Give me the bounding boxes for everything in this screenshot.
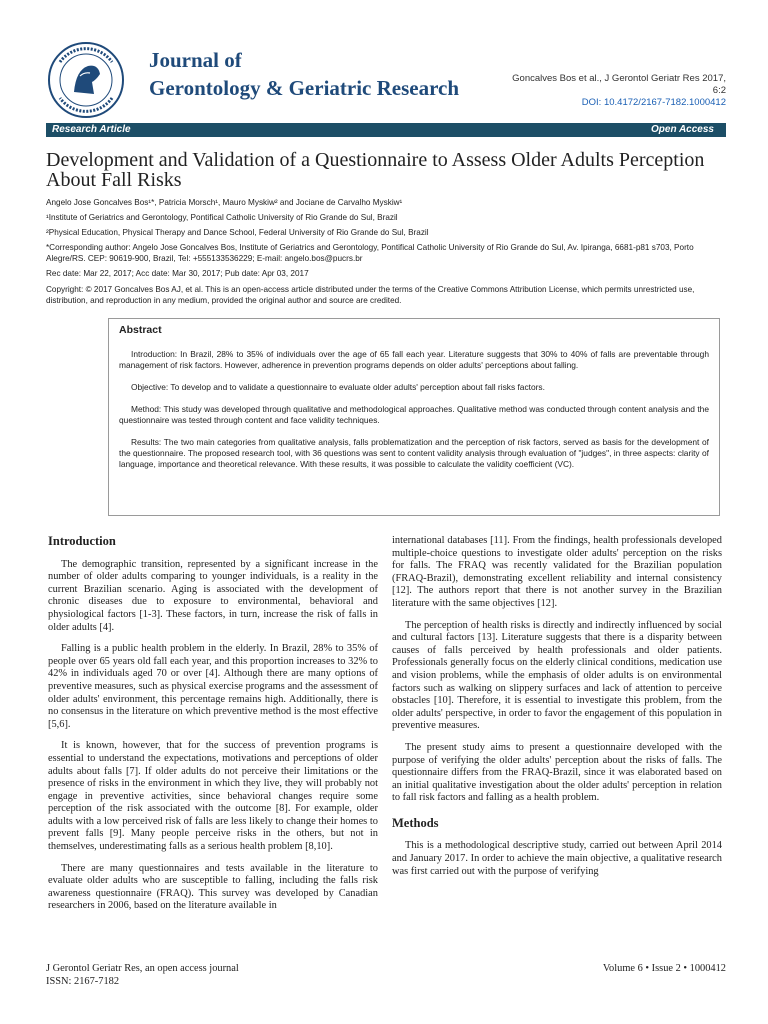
journal-title-line1: Journal of xyxy=(149,48,242,72)
methods-heading: Methods xyxy=(392,815,439,830)
journal-title-line2: Gerontology & Geriatric Research xyxy=(149,76,460,100)
doi-link[interactable]: DOI: 10.4172/2167-7182.1000412 xyxy=(581,97,726,108)
journal-title xyxy=(149,46,459,102)
journal-logo xyxy=(46,40,134,120)
article-title: Development and Validation of a Questionnaire to Assess Older Adults Perception About Fall Risks xyxy=(46,149,705,191)
article-type-label: Research Article xyxy=(52,124,131,135)
abstract-introduction: Introduction: In Brazil, 28% to 35% of individuals over the age of 65 fall each year. Literature suggests that 30% to 40% of falls are preventable through management of risk factors. However, adherence in prevention programs depends on older adults' perceptions about falling. xyxy=(119,349,709,370)
right-paragraph-2: The perception of health risks is directly and indirectly influenced by social and cultural factors [13]. Literature suggests that there is a disparity between causes of falls perceived by health professionals and older patients. Professionals generally focus on the elderly clinical conditions, medication use and vision problems, while the emphasis of older adults is on environmental factors such as walking on slippery surfaces and lack of attention to perceive obstacles [10]. Therefore, it is essential to investigate this problem, from the older adults' perspective, in order to favor the engagement of this population in preventive measures. xyxy=(392,619,722,732)
corresponding-author: *Corresponding author: Angelo Jose Goncalves Bos, Institute of Geriatrics and Gerontology, Pontifical Catholic University of Rio Grande do Sul, Av. Ipiranga, 6681-p81 s703, Porto Alegre/RS. CEP: 90619-900, Brazil, Tel: +555133536229; E-mail: angelo.bos@pucrs.br xyxy=(46,243,694,263)
intro-paragraph-1: The demographic transition, represented by a significant increase in the number of older adults comparing to younger individuals, is a reality in the current Brazilian scenario. Aging is associated with the development of chronic diseases due to exposure to environmental, behavioral and physiological factors [1-3]. These factors, in turn, increase the risk of falls in older adults [4]. xyxy=(48,558,378,633)
citation-line1: Goncalves Bos et al., J Gerontol Geriatr Res 2017, xyxy=(512,73,726,84)
page-header xyxy=(46,40,726,120)
methods-paragraph-1: This is a methodological descriptive study, carried out between April 2014 and January 2017. In order to achieve the main objective, a qualitative research was first carried out with the purpose of verifying xyxy=(392,840,722,877)
citation-line2: 6:2 xyxy=(712,85,726,96)
footer-left xyxy=(46,962,239,988)
abstract-heading: Abstract xyxy=(119,324,162,336)
copyright-notice: Copyright: © 2017 Goncalves Bos AJ, et al. This is an open-access article distributed under the terms of the Creative Commons Attribution License, which permits unrestricted use, distribution, and reproduction in any medium, provided the original author and source are credited. xyxy=(46,285,695,305)
body-column-right xyxy=(392,535,722,887)
abstract-method: Method: This study was developed through qualitative and methodological approaches. Qualitative method was conducted through content analysis and the questionnaire was tested through content and face validity techniques. xyxy=(119,404,709,425)
intro-paragraph-2: Falling is a public health problem in the elderly. In Brazil, 28% to 35% of people over 65 years old fall each year, and this proportion increases to 32% to 42% in individuals aged 70 or over [4]. Although there are many options of preventive measures, such as physical exercise programs and the assessment of older adults' environment, this percentage remains high. Additionally, there is no consensus in the literature on which preventive method is the most effective [5,6]. xyxy=(48,643,378,730)
citation-block xyxy=(512,73,726,109)
footer-volume: Volume 6 • Issue 2 • 1000412 xyxy=(602,963,726,974)
affiliation-2: ²Physical Education, Physical Therapy and Dance School, Federal University of Rio Grande do Sul, Brazil xyxy=(46,228,429,237)
affiliation-1: ¹Institute of Geriatrics and Gerontology, Pontifical Catholic University of Rio Grande do Sul, Brazil xyxy=(46,213,398,222)
footer-journal: J Gerontol Geriatr Res, an open access journal xyxy=(46,963,239,974)
right-paragraph-1: international databases [11]. From the findings, health professionals developed multiple-choice questions to investigate older adults' perception on the risks for falls. The FRAQ was recently validated for the Brazilian population (FRAQ-Brazil), demonstrating excellent reliability and internal consistency [12]. The authors report that there is not another survey in the Brazilian literature with the same objectives [12]. xyxy=(392,535,722,609)
intro-paragraph-3: It is known, however, that for the success of prevention programs is essential to understand the expectations, motivations and perceptions of older adults about falls [7]. If older adults do not perceive their limitations or the presence of risks in the environment in which they live, they will probably not engage in preventive activities, since behavioral changes require some perception of the risk associated with the outcome [8]. For example, older adults with a low perceived risk of falls are less likely to change their homes to prevent falls [9]. Many people perceive risks in the others, but not in themselves, underestimating falls as a serious health problem [8,10]. xyxy=(48,740,378,853)
author-list: Angelo Jose Goncalves Bos¹*, Patricia Morsch¹, Mauro Myskiw² and Jociane de Carvalho Myskiw¹ xyxy=(46,198,403,207)
body-column-left xyxy=(48,535,378,922)
right-paragraph-3: The present study aims to present a questionnaire developed with the purpose of verifying the older adults' perception about the risks of falls. The questionnaire differs from the FRAQ-Brazil, since it was elaborated based on an initial qualitative investigation about the older adults' perception in relation to fall risk factors and falling as a health problem. xyxy=(392,741,722,804)
article-dates: Rec date: Mar 22, 2017; Acc date: Mar 30, 2017; Pub date: Apr 03, 2017 xyxy=(46,269,309,278)
abstract-results: Results: The two main categories from qualitative analysis, falls problematization and the perception of risk factors, served as basis for the development of the questionnaire. The proposed research tool, with 36 questions was sent to content validity analysis through evaluation of "judges", in three aspects: clarity of language, importance and theoretical relevance. With these results, it was possible to calculate the validity coefficient (VC). xyxy=(119,437,709,469)
open-access-label: Open Access xyxy=(651,124,714,135)
introduction-heading: Introduction xyxy=(48,534,116,548)
article-type-bar xyxy=(46,123,726,137)
intro-paragraph-4: There are many questionnaires and tests available in the literature to evaluate older adults who are susceptible to falling, including the falls risk awareness questionnaire (FRAQ). This survey was developed by Canadian researchers in 2006, based on the literature available in xyxy=(48,862,378,912)
abstract-objective: Objective: To develop and to validate a questionnaire to evaluate older adults' perception about fall risks factors. xyxy=(131,382,545,392)
footer-issn: ISSN: 2167-7182 xyxy=(46,976,120,987)
abstract-box xyxy=(108,318,720,516)
